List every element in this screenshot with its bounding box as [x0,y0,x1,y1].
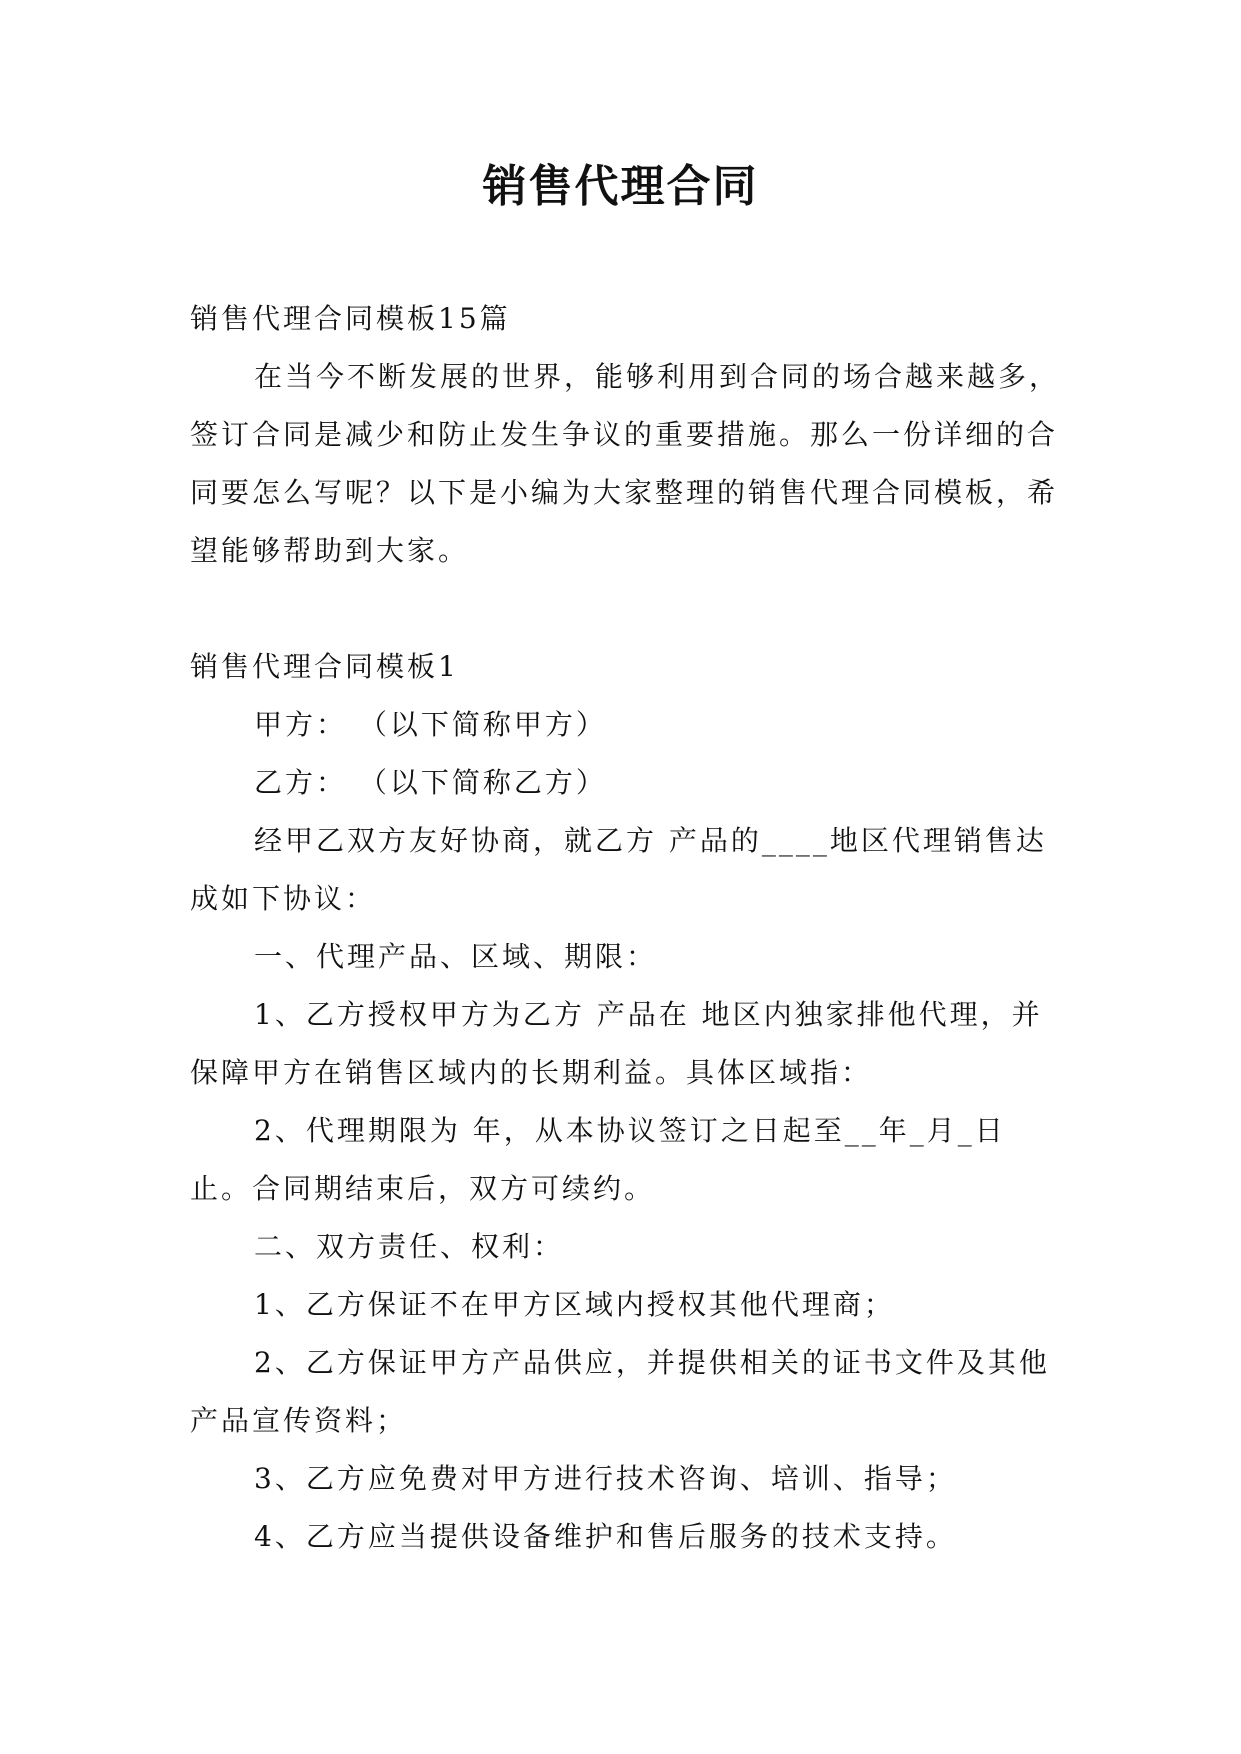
clause-item: 2、代理期限为 年，从本协议签订之日起至__年_月_日止。合同期结束后，双方可续约。 [190,1114,1006,1205]
clause-heading-2: 二、双方责任、权利： [254,1230,565,1263]
clause-item: 2、乙方保证甲方产品供应，并提供相关的证书文件及其他产品宣传资料； [190,1346,1050,1437]
clause-item: 3、乙方应免费对甲方进行技术咨询、培训、指导； [254,1462,957,1495]
clause-item: 4、乙方应当提供设备维护和售后服务的技术支持。 [254,1520,957,1553]
clause-item: 1、乙方保证不在甲方区域内授权其他代理商； [254,1288,895,1321]
section-title: 销售代理合同模板1 [190,650,459,683]
party-a-line: 甲方： （以下简称甲方） [254,708,607,741]
clause-heading-1: 一、代理产品、区域、期限： [254,940,658,973]
intro-paragraph: 在当今不断发展的世界，能够利用到合同的场合越来越多，签订合同是减少和防止发生争议的重要措施。那么一份详细的合同要怎么写呢？以下是小编为大家整理的销售代理合同模板，希望能够帮助到大家。 [190,360,1061,567]
agreement-preamble: 经甲乙双方友好协商，就乙方 产品的____地区代理销售达成如下协议： [190,824,1047,915]
party-b-line: 乙方： （以下简称乙方） [254,766,607,799]
clause-item: 1、乙方授权甲方为乙方 产品在 地区内独家排他代理，并保障甲方在销售区域内的长期利益。具体区域指： [190,998,1043,1089]
document-title: 销售代理合同 [482,161,759,212]
document-body [190,290,1060,1566]
paragraph-spacer [190,580,1060,638]
document-subtitle: 销售代理合同模板15篇 [190,302,511,335]
